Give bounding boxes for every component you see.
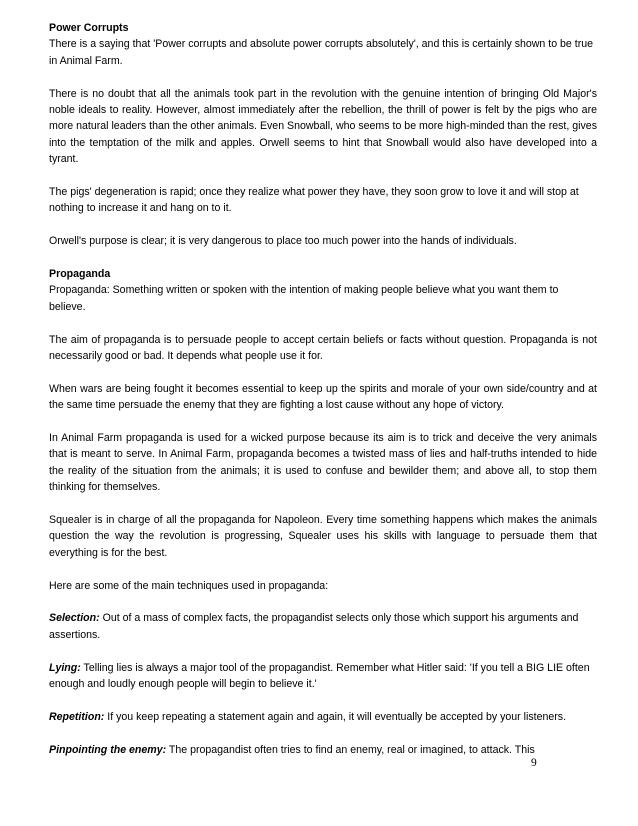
paragraph-techniques-intro: Here are some of the main techniques used in propaganda:: [49, 579, 329, 592]
technique-text: If you keep repeating a statement again and again, it will eventually be accepted by your listeners.: [104, 710, 567, 723]
paragraph-power-saying: There is a saying that 'Power corrupts and absolute power corrupts absolutely', and this is certainly shown to be true in Animal Farm.: [49, 38, 594, 67]
technique-text: Telling lies is always a major tool of the propagandist. Remember what Hitler said: 'If you tell a BIG LIE often enough and loudly enough people will begin to believe it.': [49, 661, 590, 691]
paragraph-revolution-intention: There is no doubt that all the animals took part in the revolution with the genuine intention of bringing Old Major's noble ideals to reality. However, almost immediately after the rebellion, the thrill of power is felt by the pigs who are more natural leaders than the other animals. Even Snowball, who seems to be more high-minded than the rest, gives into the temptation of the milk and apples. Orwell seems to hint that Snowball would also have developed into a tyrant.: [49, 87, 597, 166]
technique-text: Out of a mass of complex facts, the propagandist selects only those which support his arguments and assertions.: [49, 612, 579, 641]
document-page: [49, 20, 597, 758]
technique-selection: [49, 610, 597, 643]
paragraph-propaganda-aim: The aim of propaganda is to persuade people to accept certain beliefs or facts without question. Propaganda is not necessarily good or bad. It depends what people use it for.: [49, 333, 597, 363]
technique-repetition: [49, 709, 597, 725]
heading-propaganda: Propaganda: [49, 268, 111, 281]
technique-term: Selection:: [49, 612, 100, 625]
technique-text: The propagandist often tries to find an enemy, real or imagined, to attack. This: [166, 743, 535, 756]
technique-term: Repetition:: [49, 710, 105, 723]
technique-lying: [49, 660, 597, 693]
technique-pinpointing-enemy: [49, 742, 597, 758]
paragraph-animal-farm-propaganda: In Animal Farm propaganda is used for a wicked purpose because its aim is to trick and deceive the very animals that is meant to serve. In Animal Farm, propaganda becomes a twisted mass of lies and half-truths intended to hide the reality of the situation from the animals; it is used to confuse and bewilder them; and above all, to stop them thinking for themselves.: [49, 432, 597, 494]
paragraph-pigs-degeneration: The pigs' degeneration is rapid; once they realize what power they have, they soon grow to love it and will stop at nothing to increase it and hang on to it.: [49, 186, 579, 215]
paragraph-orwell-purpose: Orwell's purpose is clear; it is very dangerous to place too much power into the hands of individuals.: [49, 235, 517, 248]
page-number: 9: [531, 757, 537, 769]
technique-term: Pinpointing the enemy:: [49, 743, 167, 756]
heading-power-corrupts: Power Corrupts: [49, 22, 129, 34]
paragraph-wars: When wars are being fought it becomes essential to keep up the spirits and morale of your own side/country and at the same time persuade the enemy that they are fighting a lost cause without any hope of victory.: [49, 382, 597, 412]
paragraph-propaganda-definition: Propaganda: Something written or spoken with the intention of making people believe what you want them to believe.: [49, 284, 559, 313]
technique-term: Lying:: [49, 661, 81, 674]
paragraph-squealer: Squealer is in charge of all the propaganda for Napoleon. Every time something happens which makes the animals question the way the revolution is progressing, Squealer uses his skills with language to persuade them that everything is for the best.: [49, 514, 597, 559]
